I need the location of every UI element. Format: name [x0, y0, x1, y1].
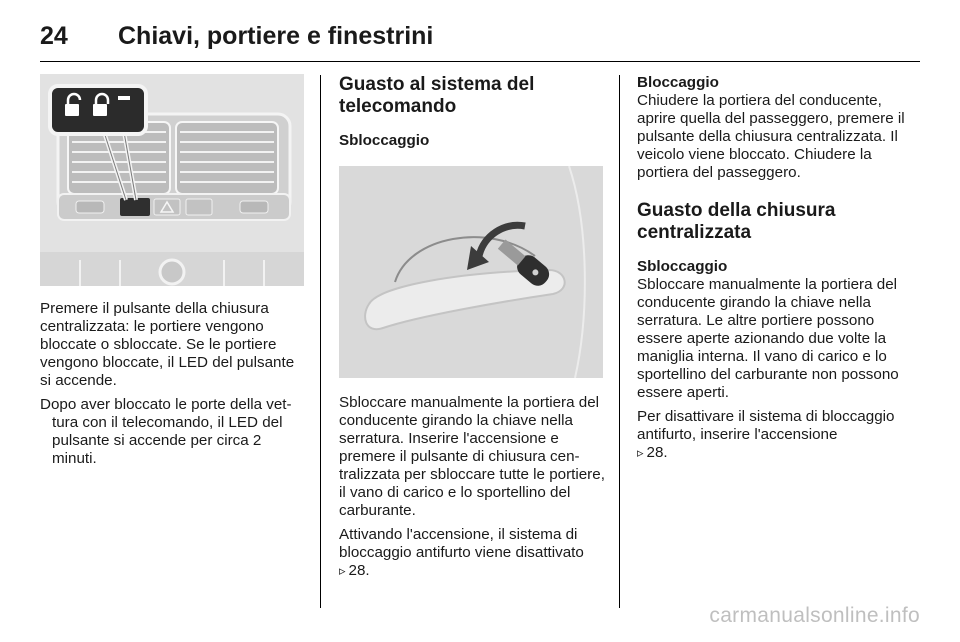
dashboard-vents-svg [40, 74, 304, 286]
subheading: Sbloccaggio [637, 258, 728, 275]
page-reference-link[interactable]: 28. [646, 444, 668, 461]
header-rule [40, 61, 920, 62]
paragraph-text: Per disattivare il sistema di bloccaggio antifurto, inserire l'accensione [637, 408, 895, 443]
paragraph: Sbloccare manualmente la portiera del conducente girando la chiave nella serratura. Inserire l'accensione e premere il pulsante di chiusura centralizzata per sbloccare tutte le portiere, il vano di carico e lo sportellino del carburante. [339, 394, 605, 519]
column-1 [40, 74, 304, 468]
paragraph: Sbloccare manualmente la portiera del conducente girando la chiave nella serratura. Le altre portiere possono essere aperte azionando due volte la maniglia interna. Il vano di carico e lo sportellino del carburante non possono essere aperti. [637, 276, 899, 401]
xref-arrow-icon: ▹ [637, 445, 644, 460]
paragraph: Premere il pulsante della chiusura centralizzata: le portiere vengono bloccate o sbloccate. Se le portiere vengono bloccate, il LED del pulsante si accende. [40, 300, 295, 389]
paragraph: Dopo aver bloccato le porte della vettura con il telecomando, il LED del pulsante si accende per circa 2 minuti. [40, 396, 292, 467]
manual-unlock-illustration [339, 166, 603, 378]
paragraph [339, 526, 605, 580]
subheading: Bloccaggio [637, 74, 719, 91]
section-heading: Guasto della chiusura centralizzata [637, 200, 836, 243]
door-handle-key-svg [339, 166, 603, 378]
column-3 [637, 74, 907, 462]
subheading: Sbloccaggio [339, 132, 430, 149]
paragraph: Chiudere la portiera del conducente, aprire quella del passeggero, premere il pulsante della chiusura centralizzata. Il veicolo viene bloccato. Chiudere la portiera del passeggero. [637, 92, 905, 181]
page-header [40, 16, 920, 56]
page-reference-link[interactable]: 28. [348, 562, 370, 579]
xref-arrow-icon: ▹ [339, 563, 346, 578]
chapter-title: Chiavi, portiere e finestrini [118, 21, 434, 50]
page-number: 24 [40, 21, 68, 50]
column-divider [320, 75, 321, 608]
column-divider [619, 75, 620, 608]
column-2 [339, 74, 605, 580]
section-heading: Guasto al sistema del telecomando [339, 74, 535, 117]
central-locking-button-illustration [40, 74, 304, 286]
paragraph-text: Attivando l'accensione, il sistema di bloccaggio antifurto viene disattivato [339, 526, 584, 561]
site-watermark: carmanualsonline.info [709, 604, 920, 627]
paragraph [637, 408, 907, 462]
